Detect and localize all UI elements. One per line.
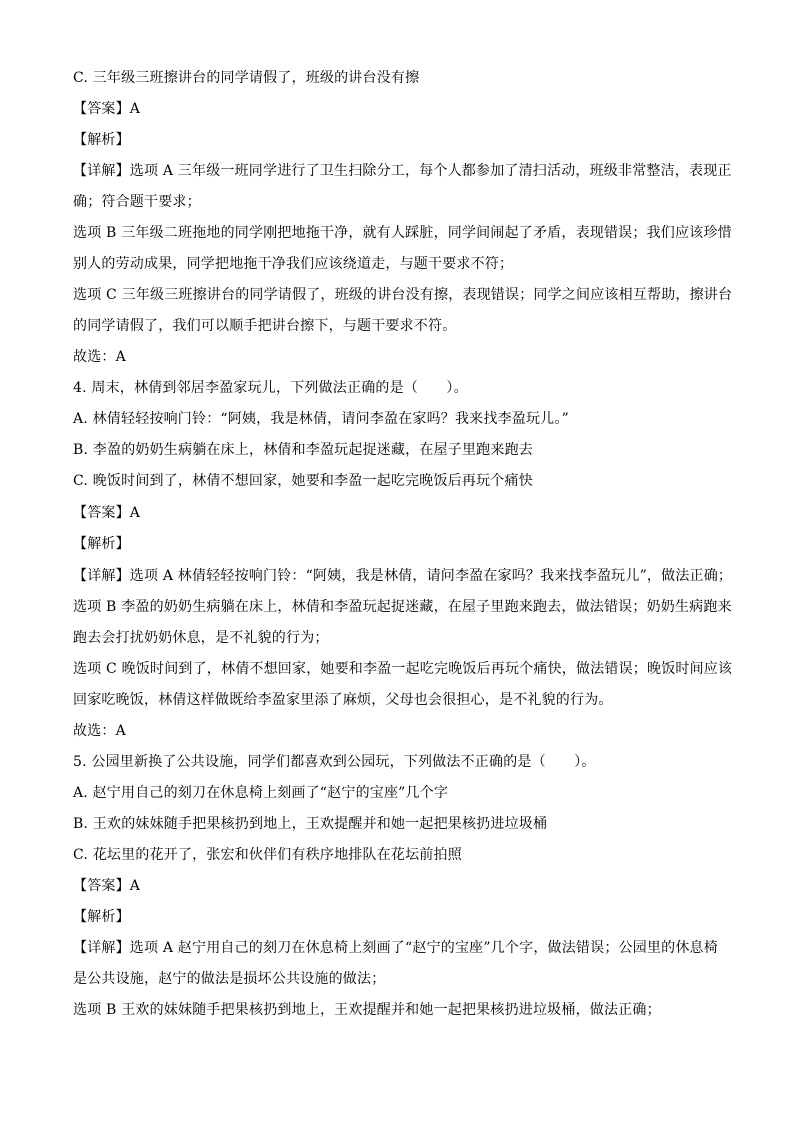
explanation-line: 跑去会打扰奶奶休息，是不礼貌的行为； (73, 630, 329, 646)
question-5-option-a: A. 赵宁用自己的刻刀在休息椅上刻画了“赵宁的宝座”几个字 (73, 785, 449, 801)
explanation-line: 【详解】选项 A 林倩轻轻按响门铃：“阿姨，我是林倩，请问李盈在家吗？我来找李盈玩儿”，做法正确； (73, 568, 733, 584)
explanation-line: 【详解】选项 A 赵宁用自己的刻刀在休息椅上刻画了“赵宁的宝座”几个字，做法错误；公园里的休息椅 (73, 940, 718, 956)
explanation-line: 选项 B 三年级二班拖地的同学刚把地拖干净，就有人踩脏，同学间闹起了矛盾，表现错误；我们应该珍惜 (73, 225, 732, 241)
answer-label: 【答案】A (73, 101, 141, 117)
explanation-line: 选项 B 王欢的妹妹随手把果核扔到地上，王欢提醒并和她一起把果核扔进垃圾桶，做法正确； (73, 1002, 661, 1018)
option-c-line: C. 三年级三班擦讲台的同学请假了，班级的讲台没有擦 (73, 70, 420, 86)
explanation-line: 选项 B 李盈的奶奶生病躺在床上，林倩和李盈玩起捉迷藏，在屋子里跑来跑去，做法错误；奶奶生病跑来 (73, 599, 732, 615)
explanation-line: 选项 C 三年级三班擦讲台的同学请假了，班级的讲台没有擦，表现错误；同学之间应该相互帮助，擦讲台 (73, 287, 733, 303)
explanation-line: 选项 C 晚饭时间到了，林倩不想回家，她要和李盈一起吃完晚饭后再玩个痛快，做法错误；晚饭时间应该 (73, 661, 733, 677)
question-4-option-b: B. 李盈的奶奶生病躺在床上，林倩和李盈玩起捉迷藏，在屋子里跑来跑去 (73, 442, 533, 458)
conclusion-line: 故选：A (73, 723, 126, 739)
analysis-label: 【解析】 (73, 132, 130, 148)
explanation-line: 【详解】选项 A 三年级一班同学进行了卫生扫除分工，每个人都参加了清扫活动，班级非常整洁，表现正 (73, 163, 732, 179)
question-5-option-c: C. 花坛里的花开了，张宏和伙伴们有秩序地排队在花坛前拍照 (73, 847, 462, 863)
explanation-line: 别人的劳动成果，同学把地拖干净我们应该绕道走，与题干要求不符； (73, 256, 514, 272)
answer-label: 【答案】A (73, 505, 141, 521)
explanation-line: 的同学请假了，我们可以顺手把讲台擦下，与题干要求不符。 (73, 318, 457, 334)
explanation-line: 确；符合题干要求； (73, 194, 201, 210)
explanation-line: 回家吃晚饭，林倩这样做既给李盈家里添了麻烦，父母也会很担心，是不礼貌的行为。 (73, 692, 613, 708)
question-5-option-b: B. 王欢的妹妹随手把果核扔到地上，王欢提醒并和她一起把果核扔进垃圾桶 (73, 816, 548, 832)
answer-label: 【答案】A (73, 878, 141, 894)
question-4-option-a: A. 林倩轻轻按响门铃：“阿姨，我是林倩，请问李盈在家吗？我来找李盈玩儿。” (73, 411, 569, 427)
analysis-label: 【解析】 (73, 536, 130, 552)
question-5-stem: 5. 公园里新换了公共设施，同学们都喜欢到公园玩，下列做法不正确的是（ ）。 (73, 754, 596, 770)
question-4-option-c: C. 晚饭时间到了，林倩不想回家，她要和李盈一起吃完晚饭后再玩个痛快 (73, 473, 533, 489)
explanation-line: 是公共设施，赵宁的做法是损坏公共设施的做法； (73, 971, 386, 987)
conclusion-line: 故选：A (73, 349, 126, 365)
question-4-stem: 4. 周末，林倩到邻居李盈家玩儿，下列做法正确的是（ ）。 (73, 380, 468, 396)
analysis-label: 【解析】 (73, 909, 130, 925)
